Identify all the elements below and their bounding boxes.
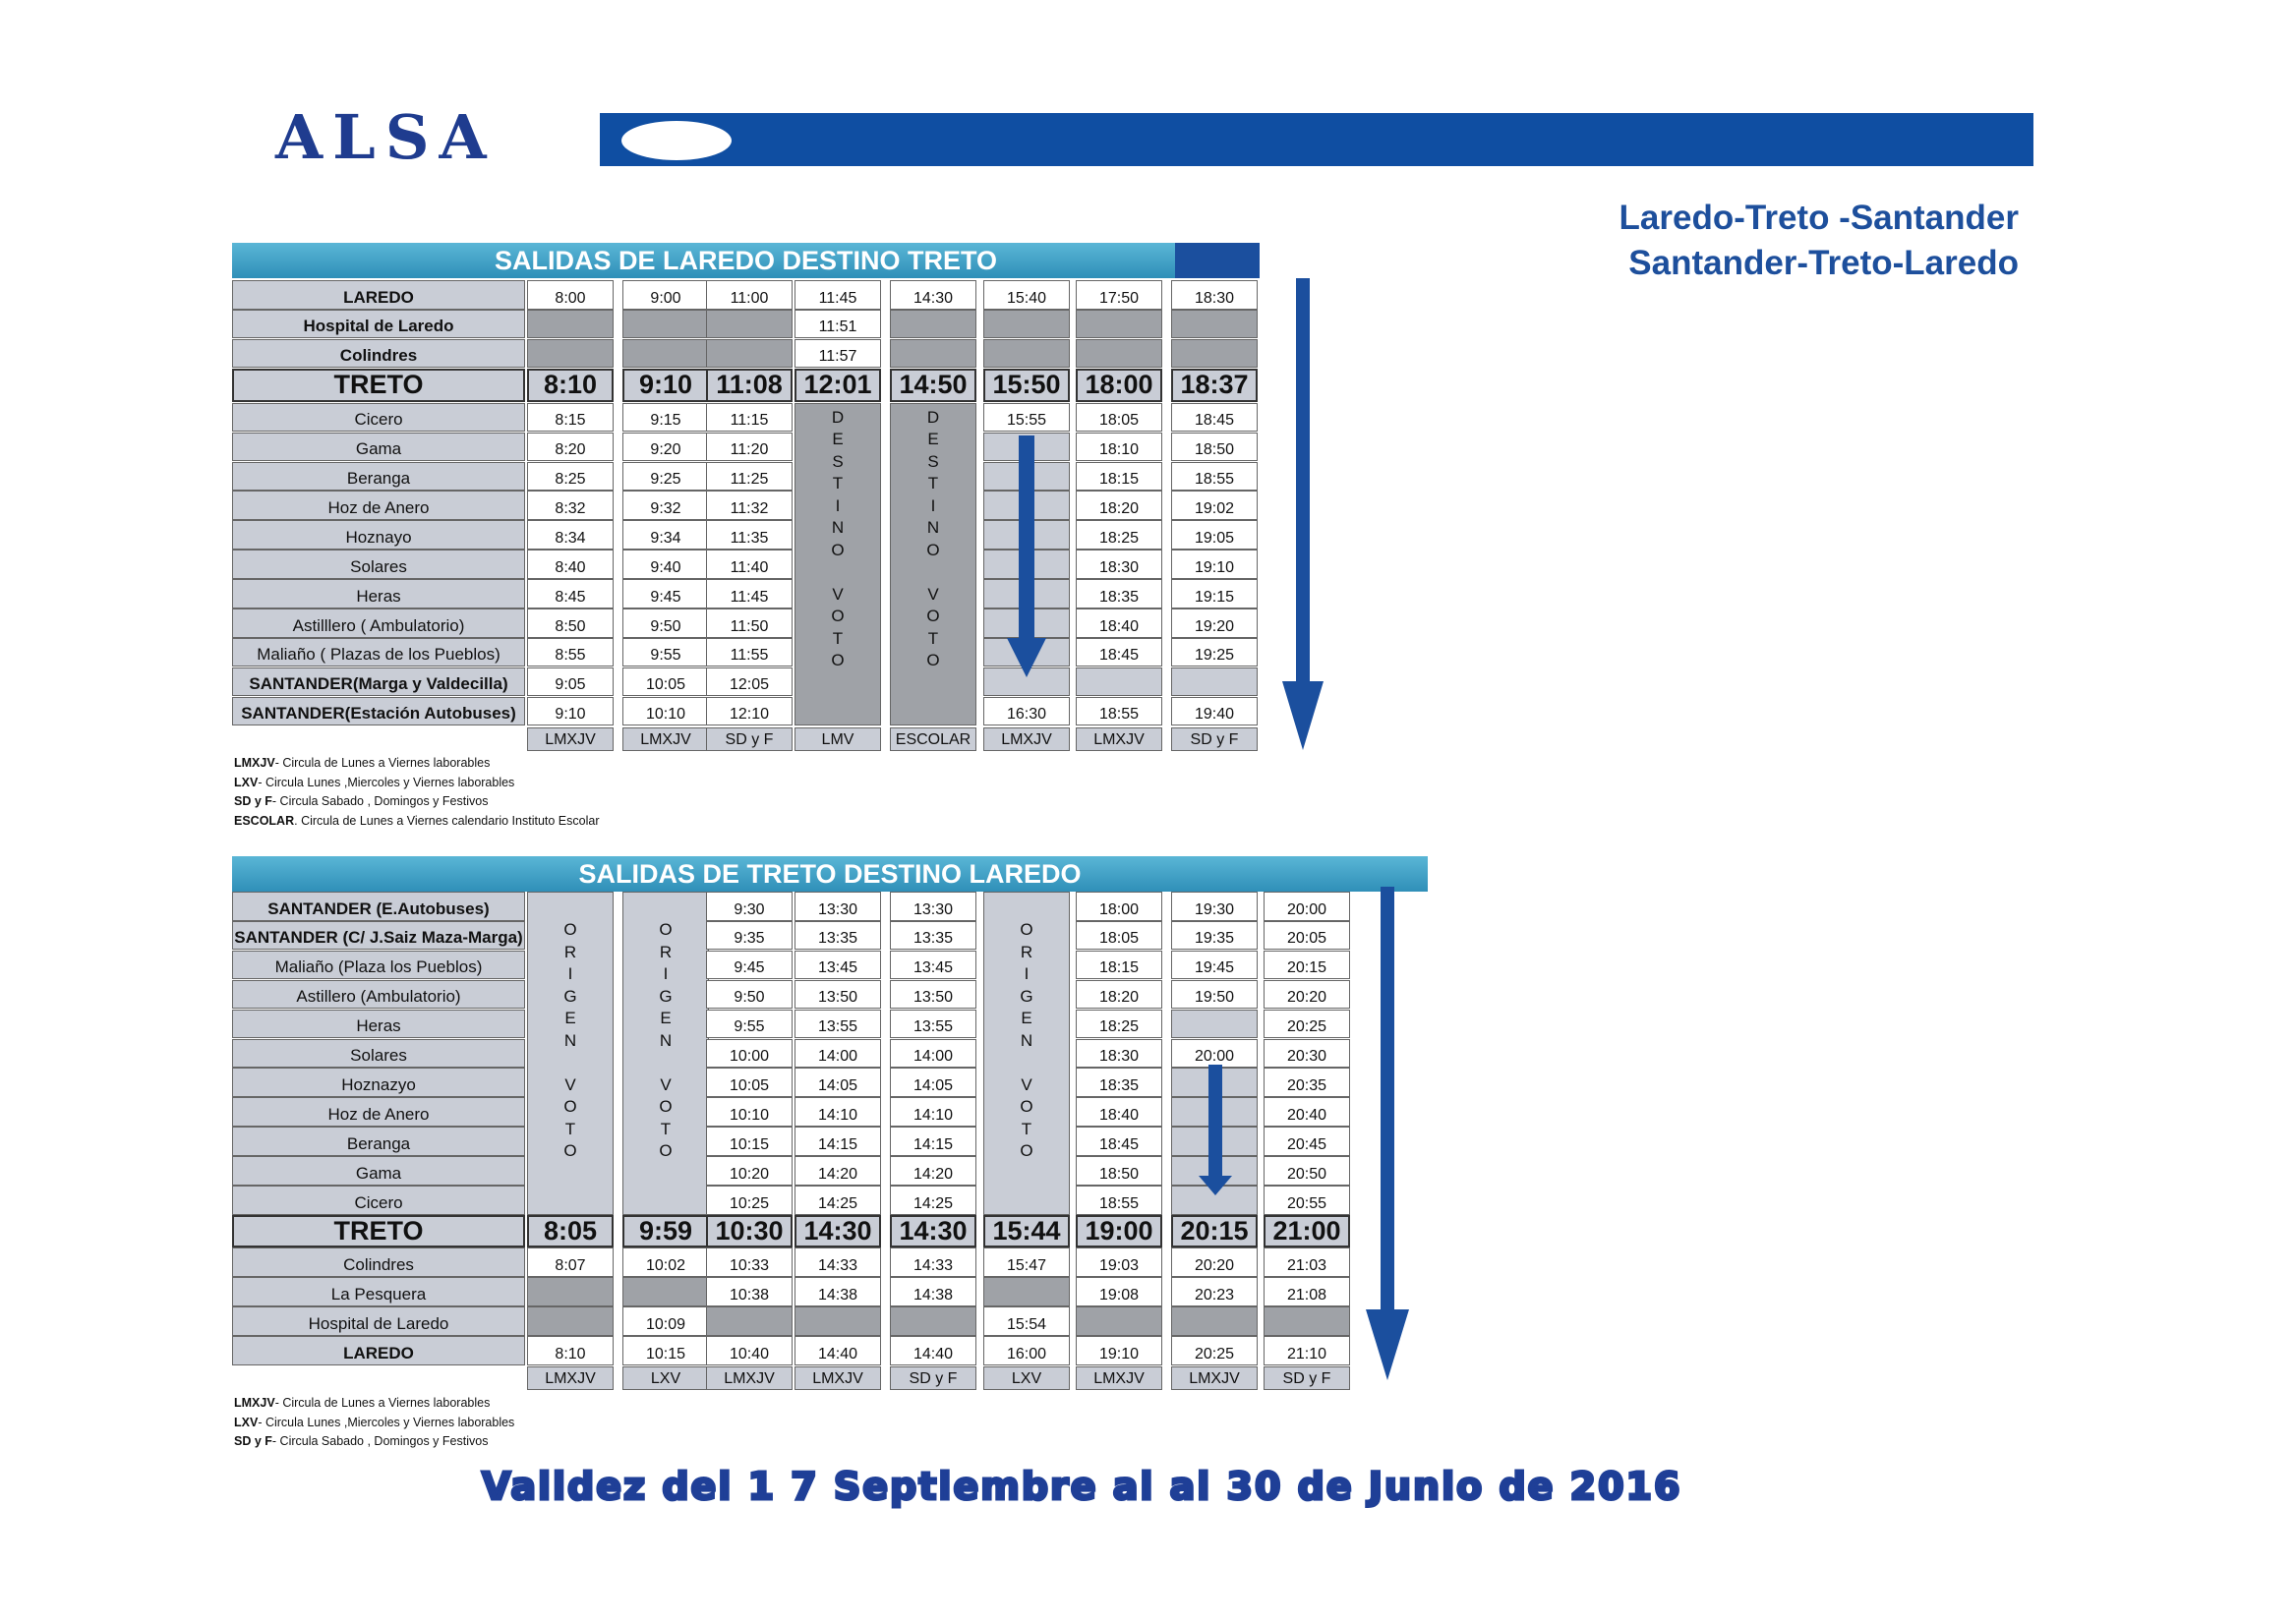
time-cell: 18:40	[1076, 1097, 1162, 1127]
time-cell: 9:40	[622, 550, 709, 579]
days-label: LXV	[622, 1366, 709, 1390]
time-cell: 14:20	[890, 1156, 976, 1186]
stop-label: Cicero	[232, 1186, 525, 1215]
time-cell: 20:25	[1264, 1010, 1350, 1039]
vertical-text: D E S T I N O V O T O	[831, 407, 845, 670]
time-cell	[527, 310, 614, 339]
time-cell: 10:02	[622, 1247, 709, 1277]
time-cell	[622, 1277, 709, 1306]
time-cell: 18:05	[1076, 403, 1162, 433]
time-cell	[622, 310, 709, 339]
time-cell: 9:50	[706, 980, 793, 1010]
treto-time: 18:37	[1171, 369, 1258, 402]
legend-text: - Circula Sabado , Domingos y Festivos	[271, 794, 489, 808]
stop-label: SANTANDER (E.Autobuses)	[232, 892, 525, 921]
time-cell	[1171, 339, 1258, 369]
time-cell: 11:50	[706, 609, 793, 638]
time-cell: 13:30	[795, 892, 881, 921]
time-cell: 10:40	[706, 1336, 793, 1365]
time-cell: 18:55	[1076, 1186, 1162, 1215]
legend-text: - Circula Lunes ,Miercoles y Viernes laborables	[258, 775, 515, 789]
treto-time: 20:15	[1171, 1215, 1258, 1247]
legend-text: - Circula de Lunes a Viernes laborables	[274, 1396, 491, 1410]
time-cell: 18:55	[1076, 697, 1162, 726]
time-cell: 19:40	[1171, 697, 1258, 726]
legend-key: LXV	[234, 1415, 259, 1429]
legend-key: LXV	[234, 775, 259, 789]
treto-time: 8:05	[527, 1215, 614, 1247]
time-cell: 10:10	[706, 1097, 793, 1127]
time-cell: 10:09	[622, 1306, 709, 1336]
stop-label: TRETO	[232, 369, 525, 402]
vertical-text: D E S T I N O V O T O	[926, 407, 940, 670]
time-cell: 13:55	[890, 1010, 976, 1039]
time-cell: 18:45	[1171, 403, 1258, 433]
time-cell	[706, 1306, 793, 1336]
days-label: LMV	[795, 727, 881, 751]
time-cell: 9:10	[527, 697, 614, 726]
legend	[234, 1394, 514, 1452]
time-cell	[706, 339, 793, 369]
time-cell: 18:10	[1076, 433, 1162, 462]
time-cell: 14:25	[890, 1186, 976, 1215]
time-cell: 20:15	[1264, 951, 1350, 980]
time-cell: 10:33	[706, 1247, 793, 1277]
days-label: SD y F	[706, 727, 793, 751]
time-cell: 10:15	[706, 1127, 793, 1156]
legend-item	[234, 1432, 514, 1452]
time-cell: 13:35	[795, 921, 881, 951]
time-cell: 14:10	[795, 1097, 881, 1127]
days-label: LMXJV	[1076, 727, 1162, 751]
time-cell: 9:55	[706, 1010, 793, 1039]
days-label: SD y F	[890, 1366, 976, 1390]
time-cell: 20:30	[1264, 1039, 1350, 1069]
route-title-1: Laredo-Treto -Santander	[1619, 199, 2019, 237]
treto-time: 14:30	[795, 1215, 881, 1247]
time-cell: 14:05	[890, 1068, 976, 1097]
days-label: LXV	[983, 1366, 1070, 1390]
stop-label: LAREDO	[232, 280, 525, 310]
time-cell: 13:35	[890, 921, 976, 951]
treto-time: 9:10	[622, 369, 709, 402]
time-cell: 9:20	[622, 433, 709, 462]
days-label: LMXJV	[1076, 1366, 1162, 1390]
time-cell: 13:30	[890, 892, 976, 921]
time-cell	[1076, 1306, 1162, 1336]
time-cell: 8:34	[527, 520, 614, 550]
time-cell: 15:55	[983, 403, 1070, 433]
stop-label: La Pesquera	[232, 1277, 525, 1306]
time-cell: 18:00	[1076, 892, 1162, 921]
time-cell: 9:45	[706, 951, 793, 980]
time-cell: 19:35	[1171, 921, 1258, 951]
stop-label: Hospital de Laredo	[232, 1306, 525, 1336]
time-cell	[890, 310, 976, 339]
vertical-text: O R I G E N V O T O	[1020, 920, 1033, 1160]
time-cell: 20:45	[1264, 1127, 1350, 1156]
time-cell: 19:10	[1171, 550, 1258, 579]
stop-label: Gama	[232, 433, 525, 462]
time-cell: 13:50	[890, 980, 976, 1010]
time-cell: 8:10	[527, 1336, 614, 1365]
time-cell	[1076, 667, 1162, 697]
time-cell: 18:40	[1076, 609, 1162, 638]
time-cell: 10:00	[706, 1039, 793, 1069]
time-cell: 8:55	[527, 638, 614, 667]
time-cell: 10:25	[706, 1186, 793, 1215]
vertical-text: O R I G E N V O T O	[563, 920, 577, 1160]
time-cell: 14:20	[795, 1156, 881, 1186]
alsa-logo: ALSA	[275, 101, 497, 173]
time-cell	[1171, 1010, 1258, 1039]
days-label: LMXJV	[983, 727, 1070, 751]
time-cell: 16:00	[983, 1336, 1070, 1365]
treto-time: 10:30	[706, 1215, 793, 1247]
stop-label: Astilllero ( Ambulatorio)	[232, 609, 525, 638]
treto-time: 14:50	[890, 369, 976, 402]
time-cell: 11:45	[795, 280, 881, 310]
time-cell	[1076, 310, 1162, 339]
time-cell: 10:05	[622, 667, 709, 697]
stop-label: LAREDO	[232, 1336, 525, 1365]
time-cell: 8:00	[527, 280, 614, 310]
legend-item	[234, 792, 599, 812]
treto-time: 15:44	[983, 1215, 1070, 1247]
legend-item	[234, 754, 599, 774]
time-cell: 20:00	[1264, 892, 1350, 921]
time-cell: 18:15	[1076, 462, 1162, 492]
route-title-2: Santander-Treto-Laredo	[1628, 244, 2019, 282]
time-cell: 19:02	[1171, 491, 1258, 520]
time-cell: 19:50	[1171, 980, 1258, 1010]
stop-label: Beranga	[232, 1127, 525, 1156]
days-label: LMXJV	[527, 727, 614, 751]
time-cell: 11:00	[706, 280, 793, 310]
treto-time: 12:01	[795, 369, 881, 402]
stop-label: Hoznayo	[232, 520, 525, 550]
time-cell: 11:20	[706, 433, 793, 462]
stop-label: SANTANDER (C/ J.Saiz Maza-Marga)	[232, 921, 525, 951]
time-cell: 18:35	[1076, 1068, 1162, 1097]
time-cell: 11:15	[706, 403, 793, 433]
time-cell: 11:40	[706, 550, 793, 579]
time-cell: 9:32	[622, 491, 709, 520]
time-cell	[622, 339, 709, 369]
time-cell: 11:57	[795, 339, 881, 369]
time-cell: 9:05	[527, 667, 614, 697]
time-cell: 16:30	[983, 697, 1070, 726]
time-cell: 19:25	[1171, 638, 1258, 667]
time-cell: 15:54	[983, 1306, 1070, 1336]
brand-bar	[600, 113, 2033, 166]
legend-key: LMXJV	[234, 756, 275, 770]
legend-key: LMXJV	[234, 1396, 275, 1410]
time-cell: 8:32	[527, 491, 614, 520]
time-cell	[795, 1306, 881, 1336]
time-cell: 20:20	[1264, 980, 1350, 1010]
brand-oval	[621, 121, 732, 160]
time-cell: 19:45	[1171, 951, 1258, 980]
time-cell: 19:08	[1076, 1277, 1162, 1306]
treto-time: 21:00	[1264, 1215, 1350, 1247]
time-cell: 18:30	[1076, 550, 1162, 579]
legend-item	[234, 1414, 514, 1433]
time-cell: 11:35	[706, 520, 793, 550]
stop-label: Beranga	[232, 462, 525, 492]
time-cell: 14:38	[795, 1277, 881, 1306]
time-cell: 12:05	[706, 667, 793, 697]
legend-text: - Circula de Lunes a Viernes laborables	[274, 756, 491, 770]
direction-arrow	[1019, 435, 1034, 638]
time-cell: 20:23	[1171, 1277, 1258, 1306]
direction-arrow-head	[1199, 1176, 1232, 1195]
time-cell: 14:15	[890, 1127, 976, 1156]
time-cell: 9:30	[706, 892, 793, 921]
time-cell: 19:15	[1171, 579, 1258, 609]
time-cell: 9:34	[622, 520, 709, 550]
time-cell: 9:15	[622, 403, 709, 433]
time-cell: 9:45	[622, 579, 709, 609]
time-cell: 19:10	[1076, 1336, 1162, 1365]
time-cell: 14:38	[890, 1277, 976, 1306]
time-cell	[1171, 1306, 1258, 1336]
time-cell: 19:20	[1171, 609, 1258, 638]
time-cell: 8:50	[527, 609, 614, 638]
days-label: LMXJV	[1171, 1366, 1258, 1390]
stop-label: Hospital de Laredo	[232, 310, 525, 339]
treto-time: 8:10	[527, 369, 614, 402]
treto-time: 18:00	[1076, 369, 1162, 402]
stop-label: TRETO	[232, 1215, 525, 1247]
time-cell	[890, 1306, 976, 1336]
time-cell: 18:45	[1076, 1127, 1162, 1156]
days-label: LMXJV	[795, 1366, 881, 1390]
time-cell: 20:35	[1264, 1068, 1350, 1097]
stop-label: Solares	[232, 1039, 525, 1069]
stop-label: Heras	[232, 579, 525, 609]
time-cell: 20:05	[1264, 921, 1350, 951]
table-title: SALIDAS DE LAREDO DESTINO TRETO	[232, 243, 1260, 278]
time-cell: 13:55	[795, 1010, 881, 1039]
treto-time: 14:30	[890, 1215, 976, 1247]
time-cell: 15:40	[983, 280, 1070, 310]
time-cell: 8:07	[527, 1247, 614, 1277]
time-cell: 9:50	[622, 609, 709, 638]
legend-key: SD y F	[234, 794, 272, 808]
time-cell: 20:40	[1264, 1097, 1350, 1127]
time-cell: 10:20	[706, 1156, 793, 1186]
time-cell: 11:51	[795, 310, 881, 339]
time-cell	[527, 339, 614, 369]
stop-label: Maliaño ( Plazas de los Pueblos)	[232, 638, 525, 667]
stop-label: Astillero (Ambulatorio)	[232, 980, 525, 1010]
validity-note: Validez del 1 7 Septiembre al al 30 de Junio de 2016	[482, 1465, 1682, 1508]
time-cell	[1076, 339, 1162, 369]
time-cell: 18:05	[1076, 921, 1162, 951]
time-cell: 11:25	[706, 462, 793, 492]
time-cell: 13:50	[795, 980, 881, 1010]
legend-item	[234, 1394, 514, 1414]
time-cell	[1264, 1306, 1350, 1336]
days-label: LMXJV	[706, 1366, 793, 1390]
time-cell: 18:25	[1076, 1010, 1162, 1039]
time-cell: 18:30	[1076, 1039, 1162, 1069]
time-cell	[1171, 667, 1258, 697]
time-cell: 19:05	[1171, 520, 1258, 550]
stop-label: SANTANDER(Estación Autobuses)	[232, 697, 525, 726]
time-cell: 13:45	[795, 951, 881, 980]
legend-key: SD y F	[234, 1434, 272, 1448]
time-cell: 15:47	[983, 1247, 1070, 1277]
time-cell: 20:20	[1171, 1247, 1258, 1277]
time-cell: 14:40	[795, 1336, 881, 1365]
time-cell: 18:30	[1171, 280, 1258, 310]
time-cell: 10:15	[622, 1336, 709, 1365]
time-cell: 8:20	[527, 433, 614, 462]
legend-text: . Circula de Lunes a Viernes calendario Instituto Escolar	[294, 813, 600, 828]
time-cell: 21:03	[1264, 1247, 1350, 1277]
time-cell	[527, 1277, 614, 1306]
stop-label: Hoz de Anero	[232, 1097, 525, 1127]
time-cell: 18:55	[1171, 462, 1258, 492]
legend-item	[234, 774, 599, 793]
time-cell: 19:03	[1076, 1247, 1162, 1277]
time-cell: 9:00	[622, 280, 709, 310]
time-cell	[983, 310, 1070, 339]
time-cell: 14:40	[890, 1336, 976, 1365]
direction-arrow	[1296, 278, 1310, 681]
time-cell: 10:05	[706, 1068, 793, 1097]
stop-label: Hoz de Anero	[232, 491, 525, 520]
time-cell: 14:00	[890, 1039, 976, 1069]
time-cell: 20:00	[1171, 1039, 1258, 1069]
legend	[234, 754, 599, 831]
time-cell: 21:10	[1264, 1336, 1350, 1365]
treto-time: 15:50	[983, 369, 1070, 402]
time-cell: 17:50	[1076, 280, 1162, 310]
time-cell: 13:45	[890, 951, 976, 980]
time-cell	[706, 310, 793, 339]
treto-time: 9:59	[622, 1215, 709, 1247]
stop-label: Gama	[232, 1156, 525, 1186]
stop-label: Heras	[232, 1010, 525, 1039]
time-cell: 12:10	[706, 697, 793, 726]
time-cell: 18:20	[1076, 491, 1162, 520]
direction-arrow	[1208, 1065, 1222, 1176]
direction-arrow	[1381, 887, 1394, 1309]
time-cell: 14:00	[795, 1039, 881, 1069]
time-cell: 18:20	[1076, 980, 1162, 1010]
time-cell	[890, 339, 976, 369]
stop-label: Solares	[232, 550, 525, 579]
time-cell	[983, 1277, 1070, 1306]
stop-label: Cicero	[232, 403, 525, 433]
stop-label: Hoznazyo	[232, 1068, 525, 1097]
time-cell	[527, 1306, 614, 1336]
time-cell: 11:55	[706, 638, 793, 667]
time-cell	[1171, 310, 1258, 339]
time-cell: 20:25	[1171, 1336, 1258, 1365]
time-cell: 9:25	[622, 462, 709, 492]
vertical-text: O R I G E N V O T O	[659, 920, 673, 1160]
legend-item	[234, 812, 599, 832]
time-cell: 18:50	[1076, 1156, 1162, 1186]
days-label: ESCOLAR	[890, 727, 976, 751]
time-cell: 18:50	[1171, 433, 1258, 462]
time-cell: 14:25	[795, 1186, 881, 1215]
stop-label: Colindres	[232, 1247, 525, 1277]
time-cell: 20:50	[1264, 1156, 1350, 1186]
time-cell: 19:30	[1171, 892, 1258, 921]
time-cell: 18:15	[1076, 951, 1162, 980]
time-cell: 18:35	[1076, 579, 1162, 609]
time-cell: 18:25	[1076, 520, 1162, 550]
time-cell: 18:45	[1076, 638, 1162, 667]
days-label: LMXJV	[527, 1366, 614, 1390]
time-cell: 8:40	[527, 550, 614, 579]
time-cell: 14:33	[890, 1247, 976, 1277]
time-cell: 14:10	[890, 1097, 976, 1127]
time-cell: 10:10	[622, 697, 709, 726]
direction-arrow-head	[1007, 638, 1046, 677]
time-cell: 14:33	[795, 1247, 881, 1277]
time-cell: 14:15	[795, 1127, 881, 1156]
days-label: SD y F	[1171, 727, 1258, 751]
days-label: LMXJV	[622, 727, 709, 751]
legend-key: ESCOLAR	[234, 813, 295, 828]
direction-arrow-head	[1366, 1309, 1409, 1380]
time-cell: 11:32	[706, 491, 793, 520]
legend-text: - Circula Sabado , Domingos y Festivos	[271, 1434, 489, 1448]
time-cell: 10:38	[706, 1277, 793, 1306]
stop-label: Maliaño (Plaza los Pueblos)	[232, 951, 525, 980]
time-cell: 8:45	[527, 579, 614, 609]
stop-label: SANTANDER(Marga y Valdecilla)	[232, 667, 525, 697]
time-cell: 9:55	[622, 638, 709, 667]
time-cell: 11:45	[706, 579, 793, 609]
time-cell: 14:30	[890, 280, 976, 310]
time-cell	[983, 339, 1070, 369]
table-title: SALIDAS DE TRETO DESTINO LAREDO	[232, 856, 1428, 892]
time-cell: 20:55	[1264, 1186, 1350, 1215]
treto-time: 11:08	[706, 369, 793, 402]
days-label: SD y F	[1264, 1366, 1350, 1390]
time-cell: 9:35	[706, 921, 793, 951]
time-cell: 8:25	[527, 462, 614, 492]
direction-arrow-head	[1282, 681, 1324, 750]
treto-time: 19:00	[1076, 1215, 1162, 1247]
stop-label: Colindres	[232, 339, 525, 369]
legend-text: - Circula Lunes ,Miercoles y Viernes laborables	[258, 1415, 515, 1429]
time-cell: 14:05	[795, 1068, 881, 1097]
time-cell: 8:15	[527, 403, 614, 433]
time-cell: 21:08	[1264, 1277, 1350, 1306]
